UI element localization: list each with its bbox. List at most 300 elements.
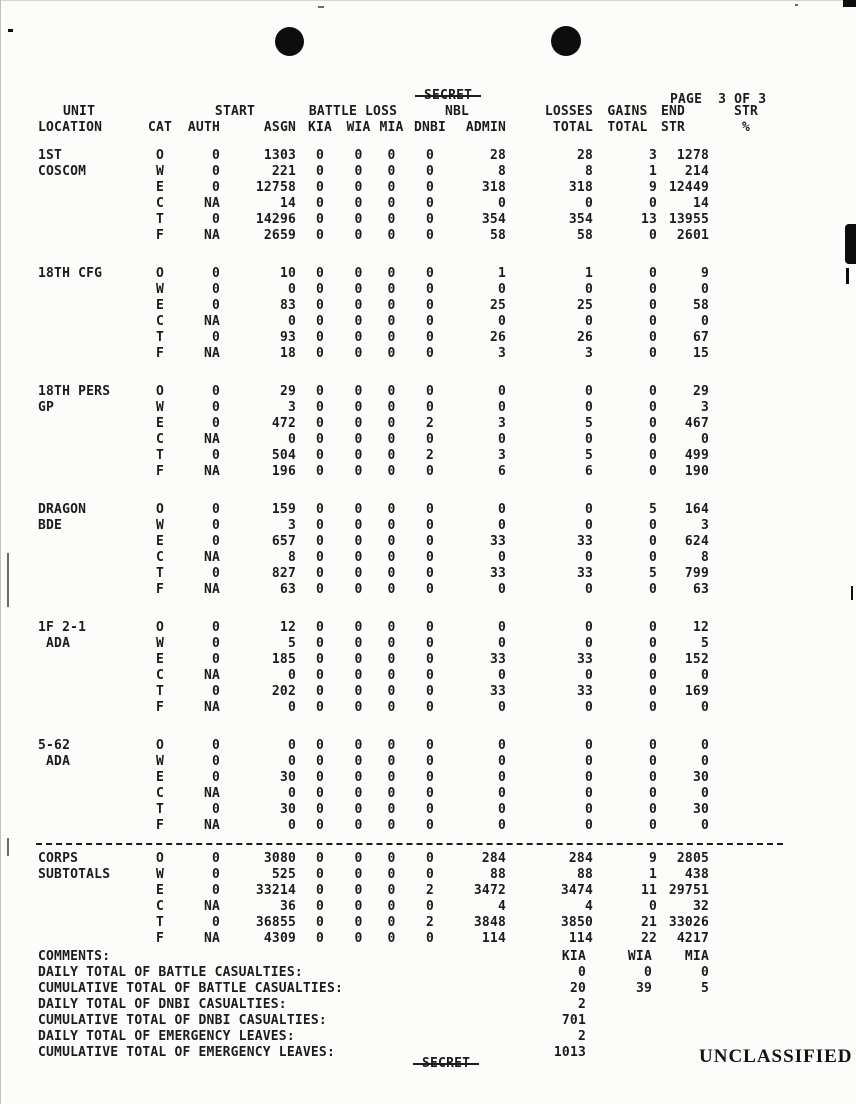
cell-cat: O <box>155 384 165 399</box>
cell-unit: COSCOM <box>38 164 87 179</box>
cell-unit <box>36 346 148 362</box>
cell-gains-total: 5 <box>648 566 657 581</box>
cell-str-pct <box>711 636 781 652</box>
cell-auth: NA <box>203 582 220 597</box>
col-header-unit: UNIT <box>63 104 96 119</box>
cell-losses-total: 354 <box>568 212 593 227</box>
cell-end-str: 13955 <box>668 212 709 227</box>
cell-losses-total: 0 <box>584 818 593 833</box>
cell-dnbi: 0 <box>425 700 435 715</box>
table-row <box>36 518 856 534</box>
cell-mia: 0 <box>387 180 396 195</box>
unit-table <box>0 148 856 834</box>
cell-mia: 0 <box>387 346 396 361</box>
cell-dnbi: 0 <box>425 298 435 313</box>
cell-auth: 0 <box>211 518 220 533</box>
cell-end-str: 5 <box>700 636 709 651</box>
cell-cat: E <box>155 770 165 785</box>
cell-losses-total: 5 <box>584 416 593 431</box>
cell-losses-total: 0 <box>584 636 593 651</box>
cell-wia: 0 <box>354 330 363 345</box>
cell-unit <box>36 700 148 716</box>
cell-mia: 0 <box>387 534 396 549</box>
cell-auth: NA <box>203 700 220 715</box>
cell-admin: 0 <box>497 738 506 753</box>
cell-str-pct <box>711 915 781 931</box>
table-row <box>36 330 856 346</box>
cell-dnbi: 0 <box>425 818 435 833</box>
cell-end-str: 63 <box>692 582 709 597</box>
cell-mia: 0 <box>387 400 396 415</box>
cell-kia: 0 <box>315 164 325 179</box>
cell-auth: 0 <box>211 448 220 463</box>
cell-mia: 0 <box>387 684 396 699</box>
cell-mia: 0 <box>387 314 396 329</box>
table-row <box>36 550 856 566</box>
cell-kia: 0 <box>315 620 325 635</box>
cell-asgn: 33214 <box>255 883 296 898</box>
cell-end-str: 67 <box>692 330 709 345</box>
cell-kia: 0 <box>315 266 325 281</box>
cell-gains-total: 0 <box>648 684 657 699</box>
cell-dnbi: 0 <box>425 684 435 699</box>
cell-auth: 0 <box>211 384 220 399</box>
cell-dnbi: 0 <box>425 550 435 565</box>
cell-cat: C <box>155 899 165 914</box>
cell-gains-total: 1 <box>648 164 657 179</box>
cell-auth: NA <box>203 432 220 447</box>
cell-unit <box>36 180 148 196</box>
cell-admin: 4 <box>497 899 506 914</box>
cell-gains-total: 0 <box>648 416 657 431</box>
cell-losses-total: 0 <box>584 738 593 753</box>
cell-str-pct <box>711 566 781 582</box>
comment-row <box>36 965 856 981</box>
cell-auth: NA <box>203 464 220 479</box>
cell-end-str: 0 <box>700 818 709 833</box>
cell-asgn: 0 <box>287 700 296 715</box>
cell-cat: W <box>155 518 165 533</box>
cell-mia: 0 <box>387 164 396 179</box>
cell-unit <box>36 582 148 598</box>
comment-value-mia <box>659 1013 711 1029</box>
cell-wia: 0 <box>354 582 363 597</box>
cell-str-pct <box>711 620 781 636</box>
cell-str-pct <box>711 786 781 802</box>
cell-wia: 0 <box>354 502 363 517</box>
cell-asgn: 3 <box>287 518 296 533</box>
cell-wia: 0 <box>354 684 363 699</box>
cell-kia: 0 <box>315 196 325 211</box>
table-row <box>36 566 856 582</box>
cell-wia: 0 <box>354 464 363 479</box>
cell-gains-total: 0 <box>648 400 657 415</box>
cell-end-str: 0 <box>700 282 709 297</box>
table-row <box>36 700 856 716</box>
cell-gains-total: 0 <box>648 464 657 479</box>
cell-kia: 0 <box>315 867 325 882</box>
cell-mia: 0 <box>387 636 396 651</box>
comment-value-mia <box>659 1029 711 1045</box>
table-row <box>36 867 856 883</box>
cell-kia: 0 <box>315 212 325 227</box>
cell-admin: 3 <box>497 346 506 361</box>
cell-end-str: 0 <box>700 314 709 329</box>
cell-auth: 0 <box>211 534 220 549</box>
table-row <box>36 786 856 802</box>
cell-mia: 0 <box>387 502 396 517</box>
cell-end-str: 9 <box>700 266 709 281</box>
cell-cat: E <box>155 883 165 898</box>
cell-admin: 3472 <box>473 883 506 898</box>
cell-dnbi: 0 <box>425 346 435 361</box>
cell-cat: W <box>155 867 165 882</box>
cell-kia: 0 <box>315 668 325 683</box>
cell-losses-total: 0 <box>584 550 593 565</box>
cell-admin: 0 <box>497 518 506 533</box>
cell-asgn: 30 <box>279 802 296 817</box>
cell-cat: C <box>155 196 165 211</box>
cell-admin: 6 <box>497 464 506 479</box>
cell-auth: 0 <box>211 298 220 313</box>
col-header-cat: CAT <box>148 120 173 135</box>
cell-auth: NA <box>203 786 220 801</box>
comment-value-wia <box>596 1045 659 1061</box>
cell-dnbi: 0 <box>425 738 435 753</box>
unit-group <box>0 620 856 716</box>
cell-unit <box>36 883 148 899</box>
cell-asgn: 12758 <box>255 180 296 195</box>
cell-str-pct <box>711 502 781 518</box>
cell-mia: 0 <box>387 448 396 463</box>
cell-str-pct <box>711 949 781 965</box>
cell-str-pct <box>711 196 781 212</box>
cell-admin: 0 <box>497 754 506 769</box>
col-header-str-pct: % <box>741 120 751 135</box>
cell-mia: 0 <box>387 228 396 243</box>
cell-str-pct <box>711 851 781 867</box>
col-header-nbl: NBL <box>444 104 470 119</box>
cell-dnbi: 0 <box>425 196 435 211</box>
cell-end-str: 0 <box>700 700 709 715</box>
cell-asgn: 185 <box>271 652 296 667</box>
cell-admin: 0 <box>497 786 506 801</box>
cell-kia: 0 <box>315 700 325 715</box>
cell-mia: 0 <box>387 770 396 785</box>
cell-cat: C <box>155 786 165 801</box>
cell-unit: 18TH CFG <box>38 266 103 281</box>
cell-losses-total: 6 <box>584 464 593 479</box>
cell-cat: O <box>155 148 165 163</box>
cell-losses-total: 8 <box>584 164 593 179</box>
cell-gains-total: 0 <box>648 228 657 243</box>
cell-asgn: 221 <box>271 164 296 179</box>
col-header-gains-total: TOTAL <box>607 120 648 135</box>
cell-cat: O <box>155 502 165 517</box>
col-header-end: END <box>661 104 686 119</box>
unit-group <box>0 851 856 947</box>
table-row <box>36 196 856 212</box>
cell-gains-total: 0 <box>648 802 657 817</box>
cell-gains-total: 0 <box>648 266 657 281</box>
cell-admin: 0 <box>497 502 506 517</box>
cell-cat: O <box>155 266 165 281</box>
cell-wia: 0 <box>354 550 363 565</box>
comments-section <box>0 949 856 1061</box>
cell-dnbi: 0 <box>425 518 435 533</box>
cell-auth: 0 <box>211 636 220 651</box>
cell-str-pct <box>711 770 781 786</box>
cell-str-pct <box>711 981 781 997</box>
cell-admin: 3 <box>497 416 506 431</box>
comment-value-mia <box>659 997 711 1013</box>
unit-group <box>0 384 856 480</box>
cell-mia: 0 <box>387 851 396 866</box>
comment-label: DAILY TOTAL OF BATTLE CASUALTIES: <box>38 965 303 980</box>
cell-kia: 0 <box>315 330 325 345</box>
cell-asgn: 0 <box>287 818 296 833</box>
cell-gains-total: 0 <box>648 899 657 914</box>
cell-dnbi: 0 <box>425 754 435 769</box>
comment-label: DAILY TOTAL OF DNBI CASUALTIES: <box>38 997 287 1012</box>
cell-admin: 1 <box>497 266 506 281</box>
cell-str-pct <box>711 738 781 754</box>
cell-cat: T <box>155 802 165 817</box>
cell-mia: 0 <box>387 668 396 683</box>
cell-losses-total: 3 <box>584 346 593 361</box>
cell-wia: 0 <box>354 298 363 313</box>
cell-losses-total: 25 <box>576 298 593 313</box>
cell-cat: E <box>155 298 165 313</box>
cell-end-str: 30 <box>692 802 709 817</box>
cell-cat: O <box>155 738 165 753</box>
cell-losses-total: 1 <box>584 266 593 281</box>
cell-str-pct <box>711 266 781 282</box>
cell-asgn: 36855 <box>255 915 296 930</box>
cell-dnbi: 0 <box>425 384 435 399</box>
cell-mia: 0 <box>387 518 396 533</box>
cell-kia: 0 <box>315 448 325 463</box>
cell-end-str: 12449 <box>668 180 709 195</box>
cell-wia: 0 <box>354 534 363 549</box>
cell-gains-total: 0 <box>648 432 657 447</box>
table-row <box>36 915 856 931</box>
cell-cat: T <box>155 212 165 227</box>
cell-end-str: 12 <box>692 620 709 635</box>
cell-admin: 26 <box>489 330 506 345</box>
cell-wia: 0 <box>354 620 363 635</box>
cell-wia: 0 <box>354 432 363 447</box>
cell-cat: O <box>155 620 165 635</box>
cell-cat: F <box>155 818 165 833</box>
cell-dnbi: 0 <box>425 464 435 479</box>
cell-gains-total: 0 <box>648 196 657 211</box>
cell-unit: DRAGON <box>38 502 87 517</box>
cell-auth: 0 <box>211 684 220 699</box>
cell-str-pct <box>711 1029 781 1045</box>
cell-gains-total: 0 <box>648 330 657 345</box>
cell-end-str: 15 <box>692 346 709 361</box>
cell-wia: 0 <box>354 384 363 399</box>
cell-str-pct <box>711 867 781 883</box>
header-spacer <box>148 104 172 120</box>
cell-cat: E <box>155 652 165 667</box>
cell-end-str: 799 <box>684 566 709 581</box>
cell-gains-total: 22 <box>640 931 657 946</box>
cell-admin: 284 <box>481 851 506 866</box>
cell-losses-total: 33 <box>576 566 593 581</box>
cell-losses-total: 26 <box>576 330 593 345</box>
cell-cat: C <box>155 432 165 447</box>
cell-cat: F <box>155 931 165 946</box>
cell-auth: NA <box>203 668 220 683</box>
table-row <box>36 212 856 228</box>
cell-gains-total: 0 <box>648 298 657 313</box>
cell-losses-total: 114 <box>568 931 593 946</box>
cell-unit <box>36 786 148 802</box>
cell-losses-total: 0 <box>584 502 593 517</box>
cell-losses-total: 3474 <box>560 883 593 898</box>
cell-losses-total: 0 <box>584 620 593 635</box>
cell-auth: 0 <box>211 180 220 195</box>
cell-mia: 0 <box>387 899 396 914</box>
cell-auth: NA <box>203 899 220 914</box>
cell-auth: 0 <box>211 502 220 517</box>
cell-unit: CORPS <box>38 851 79 866</box>
cell-cat: E <box>155 180 165 195</box>
cell-cat: T <box>155 684 165 699</box>
cell-kia: 0 <box>315 754 325 769</box>
cell-wia: 0 <box>354 416 363 431</box>
cell-auth: 0 <box>211 282 220 297</box>
cell-unit <box>36 915 148 931</box>
cell-unit <box>36 684 148 700</box>
cell-admin: 0 <box>497 802 506 817</box>
cell-asgn: 8 <box>287 550 296 565</box>
comment-value-wia <box>596 1013 659 1029</box>
cell-auth: NA <box>203 314 220 329</box>
cell-gains-total: 0 <box>648 384 657 399</box>
cell-wia: 0 <box>354 883 363 898</box>
cell-losses-total: 0 <box>584 384 593 399</box>
cell-admin: 0 <box>497 582 506 597</box>
cell-str-pct <box>711 700 781 716</box>
cell-str-pct <box>711 550 781 566</box>
cell-admin: 33 <box>489 534 506 549</box>
cell-cat: C <box>155 550 165 565</box>
cell-gains-total: 0 <box>648 448 657 463</box>
cell-str-pct <box>711 518 781 534</box>
cell-unit: SUBTOTALS <box>38 867 111 882</box>
cell-losses-total: 0 <box>584 196 593 211</box>
unit-group <box>0 502 856 598</box>
cell-admin: 28 <box>489 148 506 163</box>
cell-str-pct <box>711 652 781 668</box>
cell-wia: 0 <box>354 931 363 946</box>
cell-auth: NA <box>203 228 220 243</box>
cell-wia: 0 <box>354 400 363 415</box>
cell-losses-total: 58 <box>576 228 593 243</box>
cell-mia: 0 <box>387 464 396 479</box>
cell-mia: 0 <box>387 582 396 597</box>
cell-asgn: 3080 <box>263 851 296 866</box>
cell-losses-total: 284 <box>568 851 593 866</box>
cell-kia: 0 <box>315 180 325 195</box>
cell-kia: 0 <box>315 298 325 313</box>
table-row <box>36 464 856 480</box>
cell-wia: 0 <box>354 518 363 533</box>
cell-asgn: 472 <box>271 416 296 431</box>
cell-mia: 0 <box>387 148 396 163</box>
cell-mia: 0 <box>387 432 396 447</box>
cell-end-str: 499 <box>684 448 709 463</box>
cell-unit <box>36 448 148 464</box>
comment-value-kia: 0 <box>577 965 586 980</box>
cell-asgn: 504 <box>271 448 296 463</box>
table-row <box>36 346 856 362</box>
cell-asgn: 63 <box>279 582 296 597</box>
cell-gains-total: 13 <box>640 212 657 227</box>
cell-end-str: 4217 <box>676 931 709 946</box>
table-row <box>36 502 856 518</box>
cell-admin: 0 <box>497 314 506 329</box>
comment-value-wia <box>596 997 659 1013</box>
cell-str-pct <box>711 346 781 362</box>
cell-str-pct <box>711 582 781 598</box>
cell-str-pct <box>711 314 781 330</box>
table-row <box>36 416 856 432</box>
table-row <box>36 668 856 684</box>
cell-auth: 0 <box>211 851 220 866</box>
table-row <box>36 534 856 550</box>
table-row <box>36 448 856 464</box>
cell-unit <box>36 802 148 818</box>
cell-end-str: 1278 <box>676 148 709 163</box>
cell-asgn: 30 <box>279 770 296 785</box>
cell-wia: 0 <box>354 282 363 297</box>
cell-mia: 0 <box>387 754 396 769</box>
cell-unit <box>36 416 148 432</box>
cell-str-pct <box>711 464 781 480</box>
cell-auth: 0 <box>211 330 220 345</box>
cell-unit <box>36 899 148 915</box>
col-header-mia: MIA <box>379 120 404 135</box>
cell-kia: 0 <box>315 346 325 361</box>
table-row <box>36 384 856 400</box>
cell-asgn: 36 <box>279 899 296 914</box>
cell-admin: 58 <box>489 228 506 243</box>
cell-unit <box>36 668 148 684</box>
comment-row <box>36 1029 856 1045</box>
cell-mia: 0 <box>387 786 396 801</box>
cell-wia: 0 <box>354 818 363 833</box>
cell-kia: 0 <box>315 582 325 597</box>
cell-mia: 0 <box>387 700 396 715</box>
cell-cat: W <box>155 636 165 651</box>
cell-kia: 0 <box>315 899 325 914</box>
table-row <box>36 899 856 915</box>
cell-end-str: 438 <box>684 867 709 882</box>
cell-end-str: 14 <box>692 196 709 211</box>
cell-auth: 0 <box>211 266 220 281</box>
cell-str-pct <box>711 298 781 314</box>
cell-mia: 0 <box>387 282 396 297</box>
cell-auth: 0 <box>211 738 220 753</box>
cell-dnbi: 0 <box>425 867 435 882</box>
cell-kia: 0 <box>315 652 325 667</box>
cell-kia: 0 <box>315 502 325 517</box>
table-row <box>36 684 856 700</box>
